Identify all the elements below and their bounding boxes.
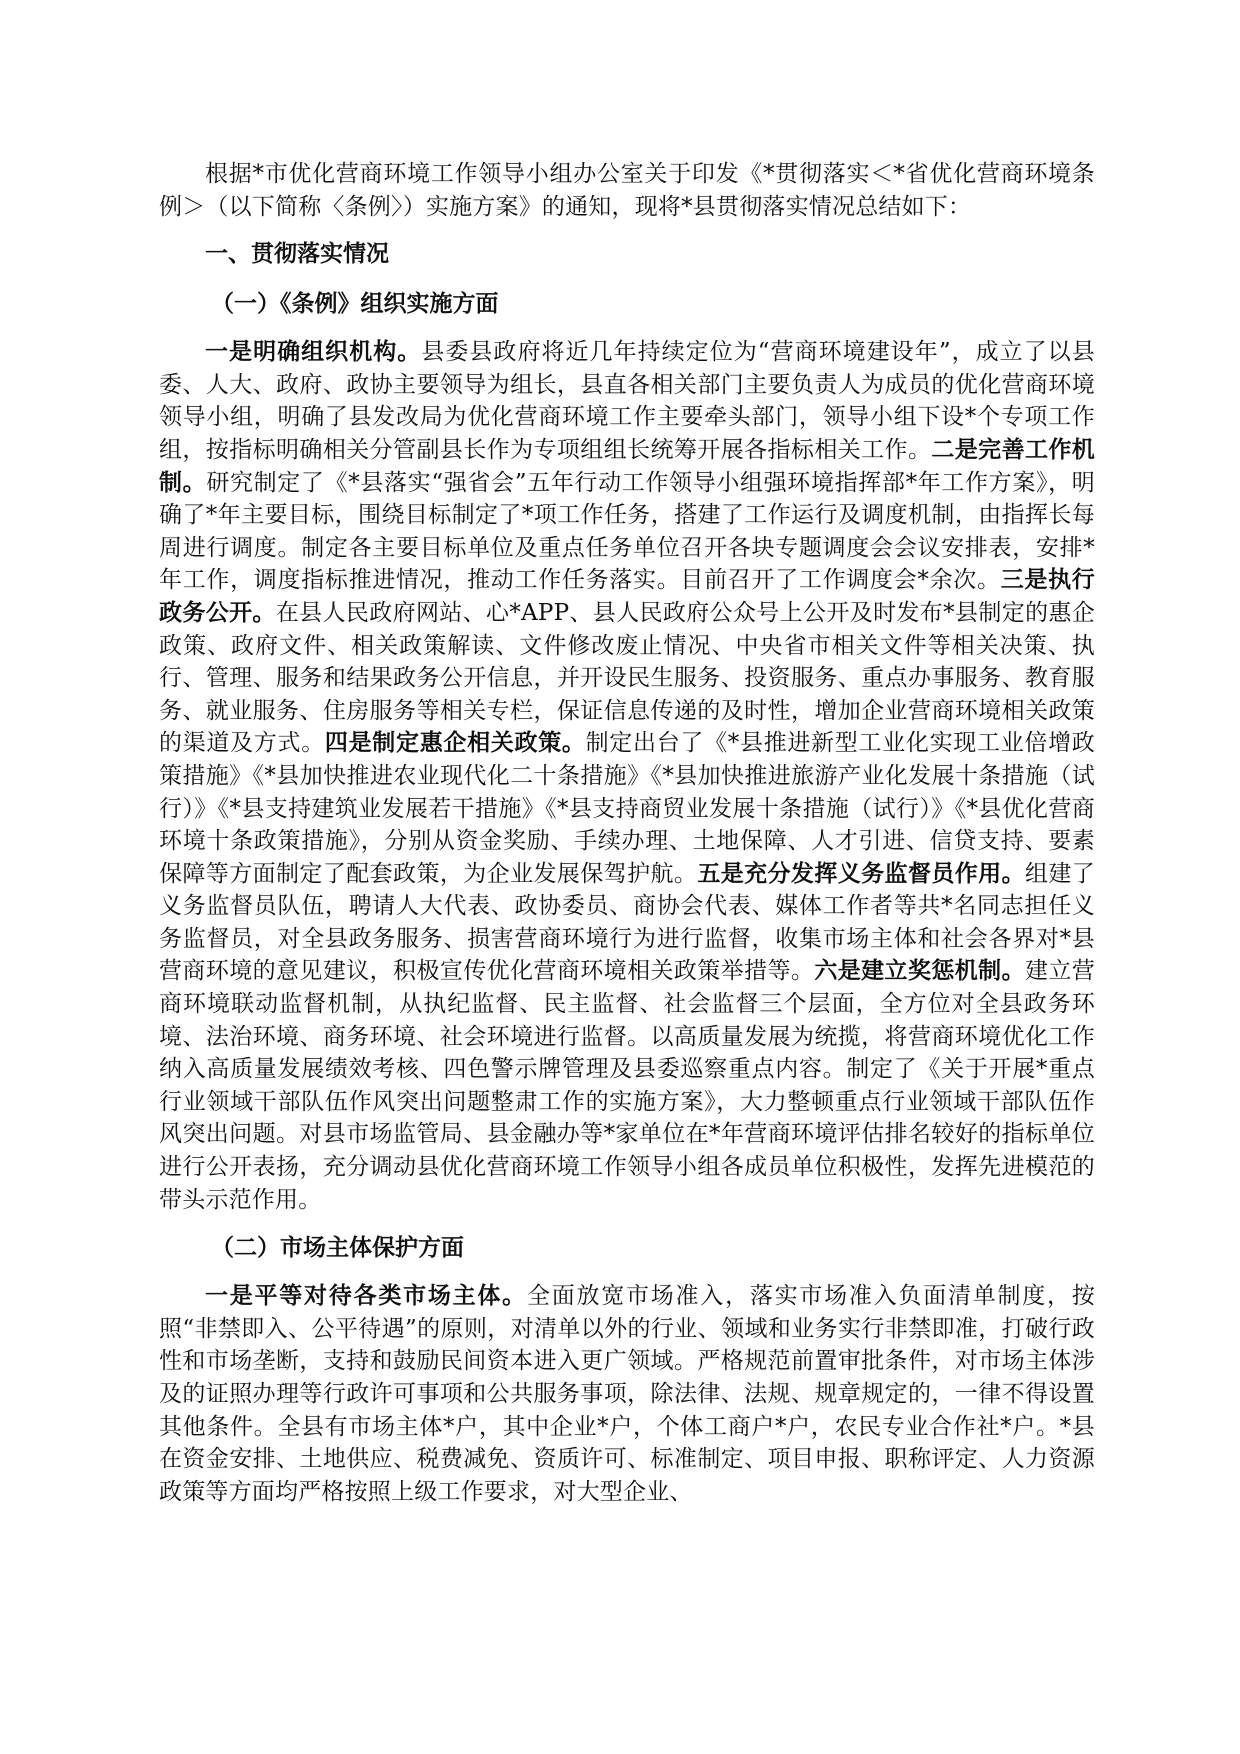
point-lead: 一是明确组织机构。 — [205, 338, 422, 366]
section-heading: 一、贯彻落实情况 — [205, 240, 389, 268]
point-text: 在县人民政府网站、心*APP、县人民政府公众号上公开及时发布*县制定的惠企政策、政府文件、相关政策解读、文件修改废止情况、中央省市相关文件等相关决策、执行、管理、服务和结果政务公开信息，并开设民生服务、投资服务、重点办事服务、教育服务、就业服务、住房服务等相关专栏，保证信息传递的及时性，增加企业营商环境相关政策的渠道及方式。 — [159, 599, 1095, 757]
point-lead: 五是充分发挥义务监督员作用。 — [697, 859, 1025, 887]
subsection-heading-1: （一）《条例》组织实施方面 — [211, 290, 499, 318]
document-page — [159, 158, 1095, 1524]
point-lead: 六是建立奖惩机制。 — [814, 957, 1025, 985]
point-text: 制定出台了《*县推进新型工业化实现工业倍增政策措施》《*县加快推进农业现代化二十条措施》《*县加快推进旅游产业化发展十条措施（试行）》《*县支持建筑业发展若干措施》《*县支持商贸业发展十条措施（试行）》《*县优化营商环境十条政策措施》，分别从资金奖励、手续办理、土地保障、人才引进、信贷支持、要素保障等方面制定了配套政策，为企业发展保驾护航。 — [159, 730, 1096, 887]
point-lead: 四是制定惠企相关政策。 — [324, 729, 586, 757]
point-lead: 三是执行政务公开。 — [159, 566, 1095, 626]
implementation-paragraph — [159, 336, 1095, 1216]
point-text: 县委县政府将近几年持续定位为“营商环境建设年”，成立了以县委、人大、政府、政协主要领导为组长，县直各相关部门主要负责人为成员的优化营商环境领导小组，明确了县发改局为优化营商环境工作主要牵头部门，领导小组下设*个专项工作组，按指标明确相关分管副县长作为专项组组长统筹开展各指标相关工作。 — [159, 339, 1095, 463]
point-text: 组建了义务监督员队伍，聘请人大代表、政协委员、商协会代表、媒体工作者等共*名同志担任义务监督员，对全县政务服务、损害营商环境行为进行监督，收集市场主体和社会各界对*县营商环境的意见建议，积极宣传优化营商环境相关政策举措等。 — [159, 860, 1095, 985]
point-text: 全面放宽市场准入，落实市场准入负面清单制度，按照“非禁即入、公平待遇”的原则，对清单以外的行业、领域和业务实行非禁即准，打破行政性和市场垄断，支持和鼓励民间资本进入更广领域。严格规范前置审批条件，对市场主体涉及的证照办理等行政许可事项和公共服务事项，除法律、法规、规章规定的，一律不得设置其他条件。全县有市场主体*户，其中企业*户，个体工商户*户，农民专业合作社*户。*县在资金安排、土地供应、税费减免、资质许可、标准制定、项目申报、职称评定、人力资源政策等方面均严格按照上级工作要求，对大型企业、 — [159, 1283, 1095, 1505]
point-lead: 一是平等对待各类市场主体。 — [205, 1282, 527, 1310]
point-lead: 二是完善工作机制。 — [159, 435, 1095, 496]
point-text: 建立营商环境联动监督机制，从执纪监督、民主监督、社会监督三个层面，全方位对全县政务环境、法治环境、商务环境、社会环境进行监督。以高质量发展为统揽，将营商环境优化工作纳入高质量发展绩效考核、四色警示牌管理及县委巡察重点内容。制定了《关于开展*重点行业领域干部队伍作风突出问题整肃工作的实施方案》，大力整顿重点行业领域干部队伍作风突出问题。对县市场监管局、县金融办等*家单位在*年营商环境评估排名较好的指标单位进行公开表扬，充分调动县优化营商环境工作领导小组各成员单位积极性，发挥先进模范的带头示范作用。 — [159, 958, 1095, 1213]
intro-paragraph: 根据*市优化营商环境工作领导小组办公室关于印发《*贯彻落实＜*省优化营商环境条例＞（以下简称〈条例〉）实施方案》的通知，现将*县贯彻落实情况总结如下： — [159, 161, 1095, 220]
market-protection-paragraph — [159, 1280, 1095, 1508]
point-text: 研究制定了《*县落实“强省会”五年行动工作领导小组强环境指挥部*年工作方案》，明确了*年主要目标，围绕目标制定了*项工作任务，搭建了工作运行及调度机制，由指挥长每周进行调度。制定各主要目标单位及重点任务单位召开各块专题调度会会议安排表，安排*年工作，调度指标推进情况，推动工作任务落实。目前召开了工作调度会*余次。 — [159, 469, 1095, 594]
subsection-heading-2: （二）市场主体保护方面 — [211, 1234, 464, 1262]
